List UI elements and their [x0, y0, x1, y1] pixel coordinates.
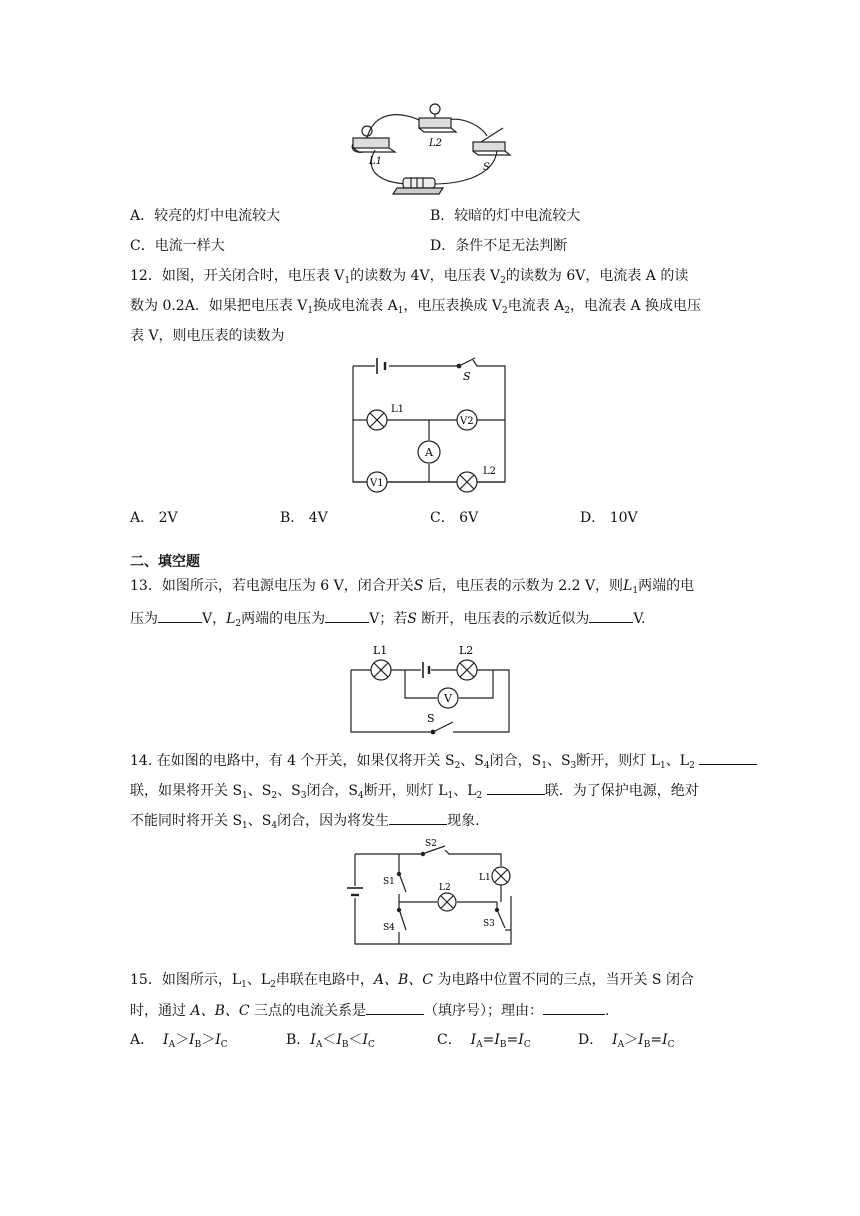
q15-blank-2[interactable]: [543, 1000, 605, 1015]
q15-option-d: D． $I_A>I_B=I_C$: [578, 1032, 675, 1050]
section-title-fill-in: 二、填空题: [130, 554, 200, 570]
q13-label-l1: L1: [373, 644, 388, 657]
q12-label-a: A: [425, 446, 433, 459]
q13-line-2: 压为 V，$L_2$两端的电压为 V；若S 断开，电压表的示数近似为 V.: [130, 608, 645, 629]
q12-label-l1: L1: [391, 404, 405, 415]
q14-label-s4: S4: [383, 923, 395, 933]
q13-label-v: V: [444, 692, 452, 705]
q14-line-3: 不能同时将开关 $S_1$、$S_4$闭合，因为将发生 现象.: [130, 810, 480, 831]
q11-label-s: S: [483, 162, 490, 173]
q13-blank-1[interactable]: [158, 608, 202, 623]
q15-option-c: C． $I_A=I_B=I_C$: [437, 1032, 531, 1050]
q12-option-b: B． 4V: [280, 510, 328, 526]
q12-option-a: A． 2V: [130, 510, 178, 526]
q15-option-a: A． $I_A>I_B>I_C$: [130, 1032, 228, 1050]
q14-line-1: 14. 在如图的电路中，有 4 个开关，如果仅将开关 $S_2$、$S_4$闭合，$S_1$、$S_3$断开，则灯 $L_1$、$L_2$: [130, 750, 757, 771]
q15-line-2: 时，通过 A、B、C 三点的电流关系是 （填序号）；理由： .: [130, 1000, 609, 1021]
q14-label-s1: S1: [383, 877, 395, 887]
q13-label-s: S: [427, 712, 435, 725]
q12-label-l2: L2: [483, 466, 497, 477]
q11-option-b: B．较暗的灯中电流较大: [430, 208, 581, 224]
q15-line-1: 15．如图所示，$L_1$、$L_2$串联在电路中，A、B、C 为电路中位置不同的三点，当开关 S 闭合: [130, 972, 694, 990]
q12-circuit-figure: [345, 352, 515, 500]
q14-blank-3[interactable]: [389, 810, 447, 825]
q12-label-s: S: [463, 370, 471, 383]
q15-option-b: B．$I_A<I_B<I_C$: [286, 1032, 375, 1050]
q14-blank-2[interactable]: [487, 780, 545, 795]
q11-option-c: C．电流一样大: [130, 238, 225, 254]
q11-option-a: A．较亮的灯中电流较大: [130, 208, 281, 224]
q12-line-1: 12．如图，开关闭合时，电压表 $V_1$的读数为 4V，电压表 $V_2$的读数为 6V，电流表 A 的读: [130, 268, 689, 286]
q14-blank-1[interactable]: [699, 750, 757, 765]
q13-blank-2[interactable]: [325, 608, 369, 623]
q13-circuit-figure: [345, 640, 515, 740]
q11-label-l1: L1: [369, 156, 383, 167]
q12-label-v1: V1: [370, 478, 384, 489]
q13-blank-3[interactable]: [589, 608, 633, 623]
q14-label-s2: S2: [425, 839, 437, 849]
q11-label-l2: L2: [429, 138, 443, 149]
q13-label-l2: L2: [459, 644, 474, 657]
q14-label-s3: S3: [483, 919, 495, 929]
q11-option-d: D．条件不足无法判断: [430, 238, 568, 254]
q12-option-c: C． 6V: [430, 510, 479, 526]
q14-label-l1: L1: [479, 873, 491, 883]
q13-line-1: 13．如图所示，若电源电压为 6 V，闭合开关S 后，电压表的示数为 2.2 V，则$L_1$两端的电: [130, 578, 695, 596]
q14-line-2: 联，如果将开关 $S_1$、$S_2$、$S_3$闭合，$S_4$断开，则灯 $L_1$、$L_2$ 联．为了保护电源，绝对: [130, 780, 699, 801]
q11-circuit-figure: [345, 98, 515, 200]
q12-line-2: 数为 0.2A．如果把电压表 $V_1$换成电流表 $A_1$，电压表换成 $V_2$电流表 $A_2$，电流表 A 换成电压: [130, 298, 702, 316]
q12-option-d: D． 10V: [580, 510, 638, 526]
q14-label-l2: L2: [439, 883, 451, 893]
q14-circuit-figure: [345, 838, 520, 950]
q15-blank-1[interactable]: [366, 1000, 424, 1015]
q12-label-v2: V2: [460, 416, 474, 427]
q12-line-3: 表 V，则电压表的读数为: [130, 328, 285, 344]
